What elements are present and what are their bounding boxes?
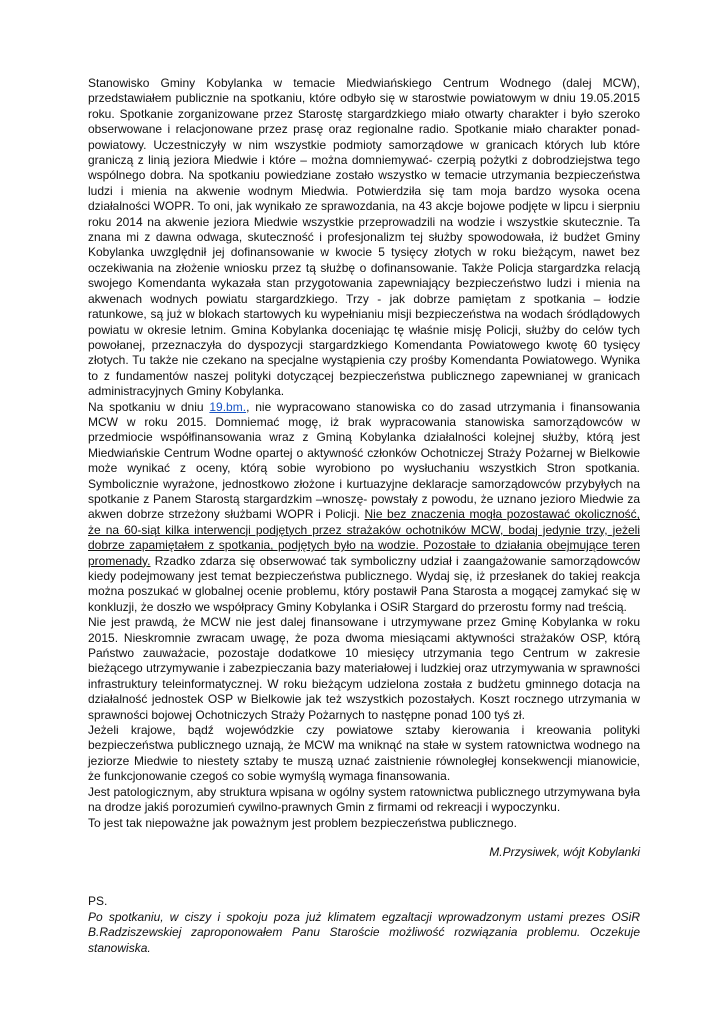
paragraph-pathology: Jest patologicznym, aby struktura wpisana w ogólny system ratownictwa publicznego utrzymywana była na drodze jakiś porozumień cywilno-prawnych Gmin z firmami od rekreacji i wypoczynku.	[88, 784, 640, 815]
paragraph-meeting-outcome-body: , nie wypracowano stanowiska co do zasad utrzymania i finansowania MCW w roku 2015. Domniemać mogę, iż brak wypracowania stanowiska samorządowców w przedmiocie współfinansowania wraz z Gminą Kobylanka działalności kolejnej służby, którą jest Miedwiańskie Centrum Wodne opartej o aktywność członków Ochotniczej Straży Pożarnej w Bielkowie może wynikać z oceny, którą sobie wyrobiono po wysłuchaniu wszystkich Stron spotkania. Symbolicznie wyrażone, jednostkowo złożone i kurtuazyjne deklaracje samorządowców przybyłych na spotkanie z Panem Starostą stargardzkim –wnoszę- powstały z powodu, że uznano jezioro Miedwie za akwen dobrze strzeżony służbami WOPR i Policji.	[88, 399, 641, 522]
document-page	[88, 76, 640, 956]
paragraph-meeting-outcome	[88, 400, 640, 616]
date-link[interactable]: 19.bm.	[209, 399, 247, 414]
paragraph-financing: Nie jest prawdą, że MCW nie jest dalej finansowane i utrzymywane przez Gminę Kobylanka w roku 2015. Nieskromnie zwracam uwagę, że poza dwoma miesiącami aktywności strażaków OSP, którą Państwo zauważacie, pozostaje dodatkowe 10 miesięcy utrzymania tego Centrum w zakresie bieżącego utrzymywanie i zabezpieczania bazy materiałowej i ludzkiej oraz utrzymywania w sprawności infrastruktury teleinformatycznej. W roku bieżącym udzielona została z budżetu gminnego dotacja na działalność jednostek OSP w Bielkowie jak też wszystkich pozostałych. Koszt rocznego utrzymania w sprawności bojowej Ochotniczych Straży Pożarnych to następne ponad 100 tyś zł.	[88, 615, 640, 722]
paragraph-conclusion: To jest tak niepoważne jak poważnym jest problem bezpieczeństwa publicznego.	[88, 815, 517, 830]
paragraph-headquarters: Jeżeli krajowe, bądź wojewódzkie czy powiatowe sztaby kierowania i kreowania polityki bezpieczeństwa publicznego uznają, że MCW ma wniknąć na stałe w system ratownictwa wodnego na jeziorze Miedwie to niestety sztaby te muszą uznać zaistnienie równoległej konsekwencji mianowicie, że funkcjonowanie czegoś co sobie wymyślą wymaga finansowania.	[88, 723, 640, 784]
signature: M.Przysiwek, wójt Kobylanki	[489, 844, 640, 859]
paragraph-mcw-position: Stanowisko Gminy Kobylanka w temacie Miedwiańskiego Centrum Wodnego (dalej MCW), przedstawiałem publicznie na spotkaniu, które odbyło się w starostwie powiatowym w dniu 19.05.2015 roku. Spotkanie zorganizowane przez Starostę stargardzkiego miało otwarty charakter i było szeroko obserwowane i relacjonowane przez prasę oraz regionalne radio. Spotkanie miało charakter ponad-powiatowy. Uczestniczyły w nim wszystkie podmioty samorządowe w granicach których lub które graniczą z linią jeziora Miedwie i które – można domniemywać- czerpią pożytki z dobrodziejstwa tego wspólnego dobra. Na spotkaniu powiedziane zostało wszystko w temacie utrzymania bezpieczeństwa ludzi i mienia na akwenie wodnym Miedwia. Potwierdziła się tam moja bardzo wysoka ocena działalności WOPR. To oni, jak wynikało ze sprawozdania, na 43 akcje bojowe podjęte w lipcu i sierpniu roku 2014 na akwenie jeziora Miedwie wszystkie przeprowadzili na wodzie i wszystkie skutecznie. Ta znana mi z dawna odwaga, skuteczność i profesjonalizm tej służby spowodowała, iż budżet Gminy Kobylanka uwzględnił jej dofinansowanie w kwocie 5 tysięcy złotych w roku bieżącym, nawet bez oczekiwania na złożenie wniosku przez tą służbę o dofinansowanie. Także Policja stargardzka relacją swojego Komendanta wykazała stan przygotowania zapewniający bezpieczeństwo ludzi i mienia na akwenach wodnych powiatu stargardzkiego. Trzy - jak dobrze pamiętam z spotkania – łodzie ratunkowe, są już w blokach startowych ku wypełnianiu misji bezpieczeństwa na wodach śródlądowych powiatu w okresie letnim. Gmina Kobylanka doceniając tę właśnie misję Policji, służby do celów tych powołanej, przeznaczyła do dyspozycji stargardzkiego Komendanta Powiatowego kwotę 60 tysięcy złotych. Tu także nie czekano na specjalne wystąpienia czy prośby Komendanta Powiatowego. Wynika to z fundamentów naszej polityki dotyczącej bezpieczeństwa publicznego zapewnianej w granicach administracyjnych Gminy Kobylanka.	[88, 76, 640, 399]
ps-label: PS.	[88, 894, 108, 909]
underlined-statement: Nie bez znaczenia mogła pozostawać okoliczność, że na 60-siąt kilka interwencji podjętych przez strażaków ochotników MCW, bodaj jedynie trzy, jeżeli dobrze zapamiętałem z spotkania, podjętych było na wodzie. Pozostałe to działania obejmujące teren promenady.	[88, 507, 640, 568]
paragraph-meeting-outcome-end: Rzadko zdarza się obserwować tak symboliczny udział i zaangażowanie samorządowców kiedy podejmowany jest temat bezpieczeństwa publicznego. Wydaj się, iż przesłanek do takiej reakcja można poszukać w globalnej ocenie problemu, który postawił Pana Starosta a mogącej zamykać się w konkluzji, że doszło we współpracy Gminy Kobylanka i OSiR Stargard do przerostu formy nad treścią.	[88, 553, 640, 614]
paragraph-meeting-outcome-start: Na spotkaniu w dniu	[88, 399, 210, 414]
ps-text: Po spotkaniu, w ciszy i spokoju poza już klimatem egzaltacji wprowadzonym ustami prezes OSiR B.Radziszewskiej zaproponowałem Panu Staroście możliwość rozwiązania problemu. Oczekuje stanowiska.	[88, 909, 640, 955]
